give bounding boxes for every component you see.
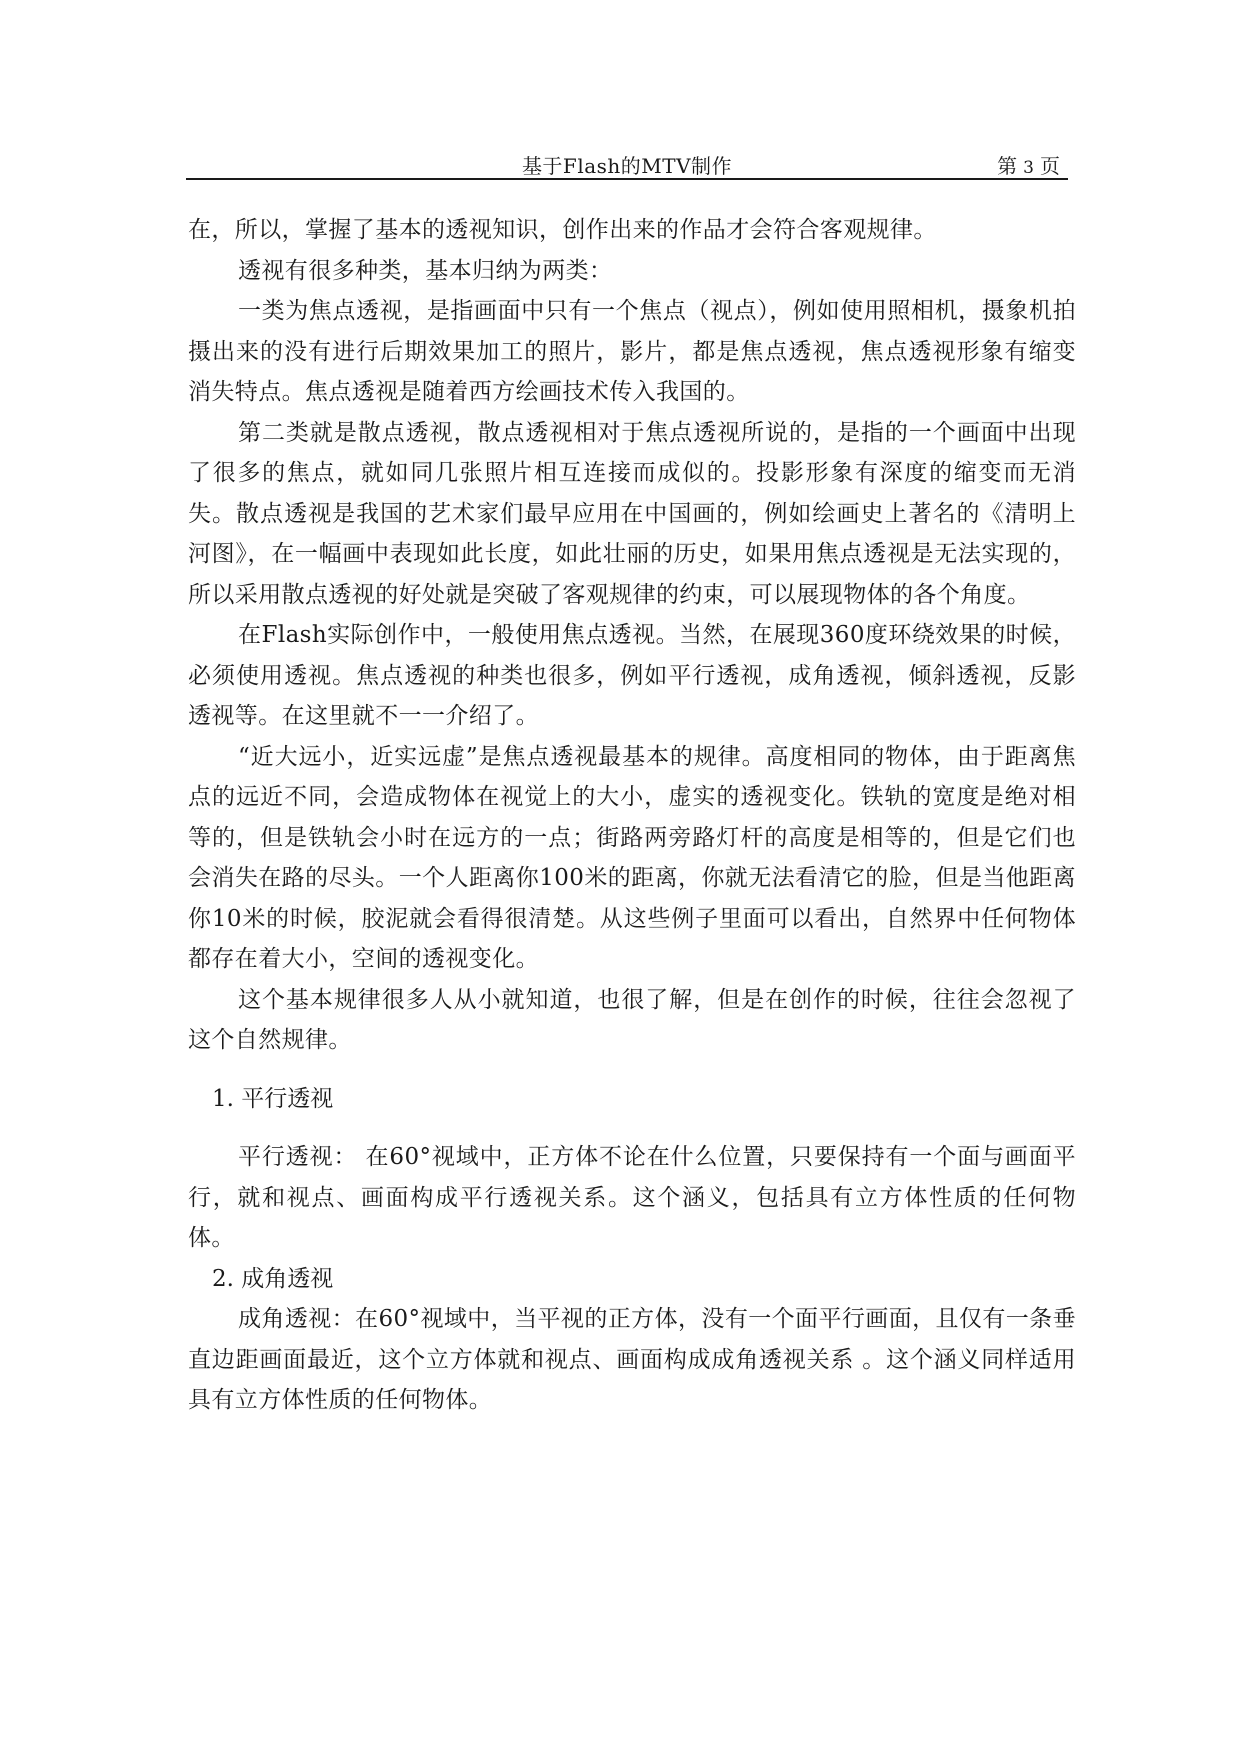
paragraph-angular-perspective: 成角透视：在60°视域中，当平视的正方体，没有一个面平行画面，且仅有一条垂直边距画面最近，这个立方体就和视点、画面构成成角透视关系 。这个涵义同样适用具有立方体性质的任何物体。 (188, 1306, 1076, 1413)
page-header (186, 148, 1068, 180)
paragraph-rule-summary: 这个基本规律很多人从小就知道，也很了解，但是在创作的时候，往往会忽视了这个自然规律。 (188, 986, 1076, 1053)
paragraph-scatter-perspective: 第二类就是散点透视，散点透视相对于焦点透视所说的，是指的一个画面中出现了很多的焦点，就如同几张照片相互连接而成似的。投影形象有深度的缩变而无消失。散点透视是我国的艺术家们最早应用在中国画的，例如绘画史上著名的《清明上河图》，在一幅画中表现如此长度，如此壮丽的历史，如果用焦点透视是无法实现的，所以采用散点透视的好处就是突破了客观规律的约束，可以展现物体的各个角度。 (188, 419, 1076, 608)
paragraph-parallel-perspective: 平行透视： 在60°视域中，正方体不论在什么位置，只要保持有一个面与画面平行，就和视点、画面构成平行透视关系。这个涵义，包括具有立方体性质的任何物体。 (188, 1144, 1076, 1251)
page-suffix: 页 (1040, 154, 1060, 178)
paragraph-continuation: 在，所以，掌握了基本的透视知识，创作出来的作品才会符合客观规律。 (188, 217, 937, 243)
page-number: 3 (1023, 158, 1034, 178)
paragraph-flash-usage: 在Flash实际创作中，一般使用焦点透视。当然，在展现360度环绕效果的时候，必须使用透视。焦点透视的种类也很多，例如平行透视，成角透视，倾斜透视，反影透视等。在这里就不一一介绍了。 (188, 622, 1076, 729)
page-indicator (997, 150, 1060, 179)
header-title: 基于Flash的MTV制作 (521, 154, 733, 178)
page-body (188, 210, 1076, 1421)
paragraph-basic-rule: “近大远小，近实远虚”是焦点透视最基本的规律。高度相同的物体，由于距离焦点的远近不同，会造成物体在视觉上的大小，虚实的透视变化。铁轨的宽度是绝对相等的，但是铁轨会小时在远方的一点；街路两旁路灯杆的高度是相等的，但是它们也会消失在路的尽头。一个人距离你100米的距离，你就无法看清它的脸，但是当他距离你10米的时候，胶泥就会看得很清楚。从这些例子里面可以看出，自然界中任何物体都存在着大小，空间的透视变化。 (188, 743, 1076, 972)
section-heading-angular: 2. 成角透视 (212, 1265, 334, 1292)
paragraph-intro: 透视有很多种类，基本归纳为两类： (238, 257, 613, 284)
page-prefix: 第 (997, 154, 1018, 178)
section-heading-parallel: 1. 平行透视 (212, 1085, 334, 1112)
paragraph-focal-perspective: 一类为焦点透视，是指画面中只有一个焦点（视点），例如使用照相机，摄象机拍摄出来的没有进行后期效果加工的照片，影片，都是焦点透视，焦点透视形象有缩变消失特点。焦点透视是随着西方绘画技术传入我国的。 (188, 298, 1076, 405)
